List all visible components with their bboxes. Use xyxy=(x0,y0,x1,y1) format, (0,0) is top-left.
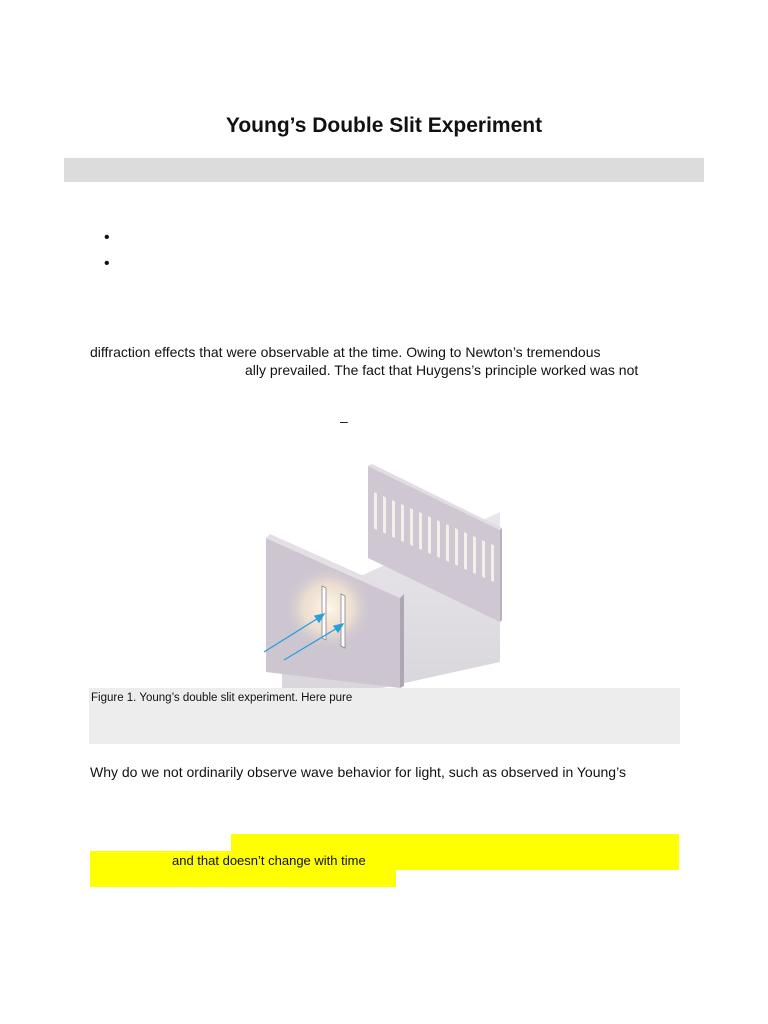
header-band xyxy=(64,158,704,182)
highlighted-text: and that doesn’t change with time xyxy=(172,853,366,868)
slit xyxy=(322,586,326,640)
paragraph-line: diffraction effects that were observable at the time. Owing to Newton’s tremendous xyxy=(90,344,601,360)
paragraph-line: ally prevailed. The fact that Huygens’s principle worked was not xyxy=(245,362,639,378)
dash-mark: – xyxy=(340,413,348,429)
slit xyxy=(341,594,345,648)
bullet-point: • xyxy=(104,229,110,246)
figure-caption: Figure 1. Young’s double slit experiment. Here pure xyxy=(91,692,353,704)
light-glow xyxy=(286,568,370,648)
double-slit-figure xyxy=(262,462,506,688)
bullet-point: • xyxy=(104,255,110,272)
question-text: Why do we not ordinarily observe wave behavior for light, such as observed in Young’s xyxy=(90,764,626,780)
page-title: Young’s Double Slit Experiment xyxy=(225,114,543,137)
